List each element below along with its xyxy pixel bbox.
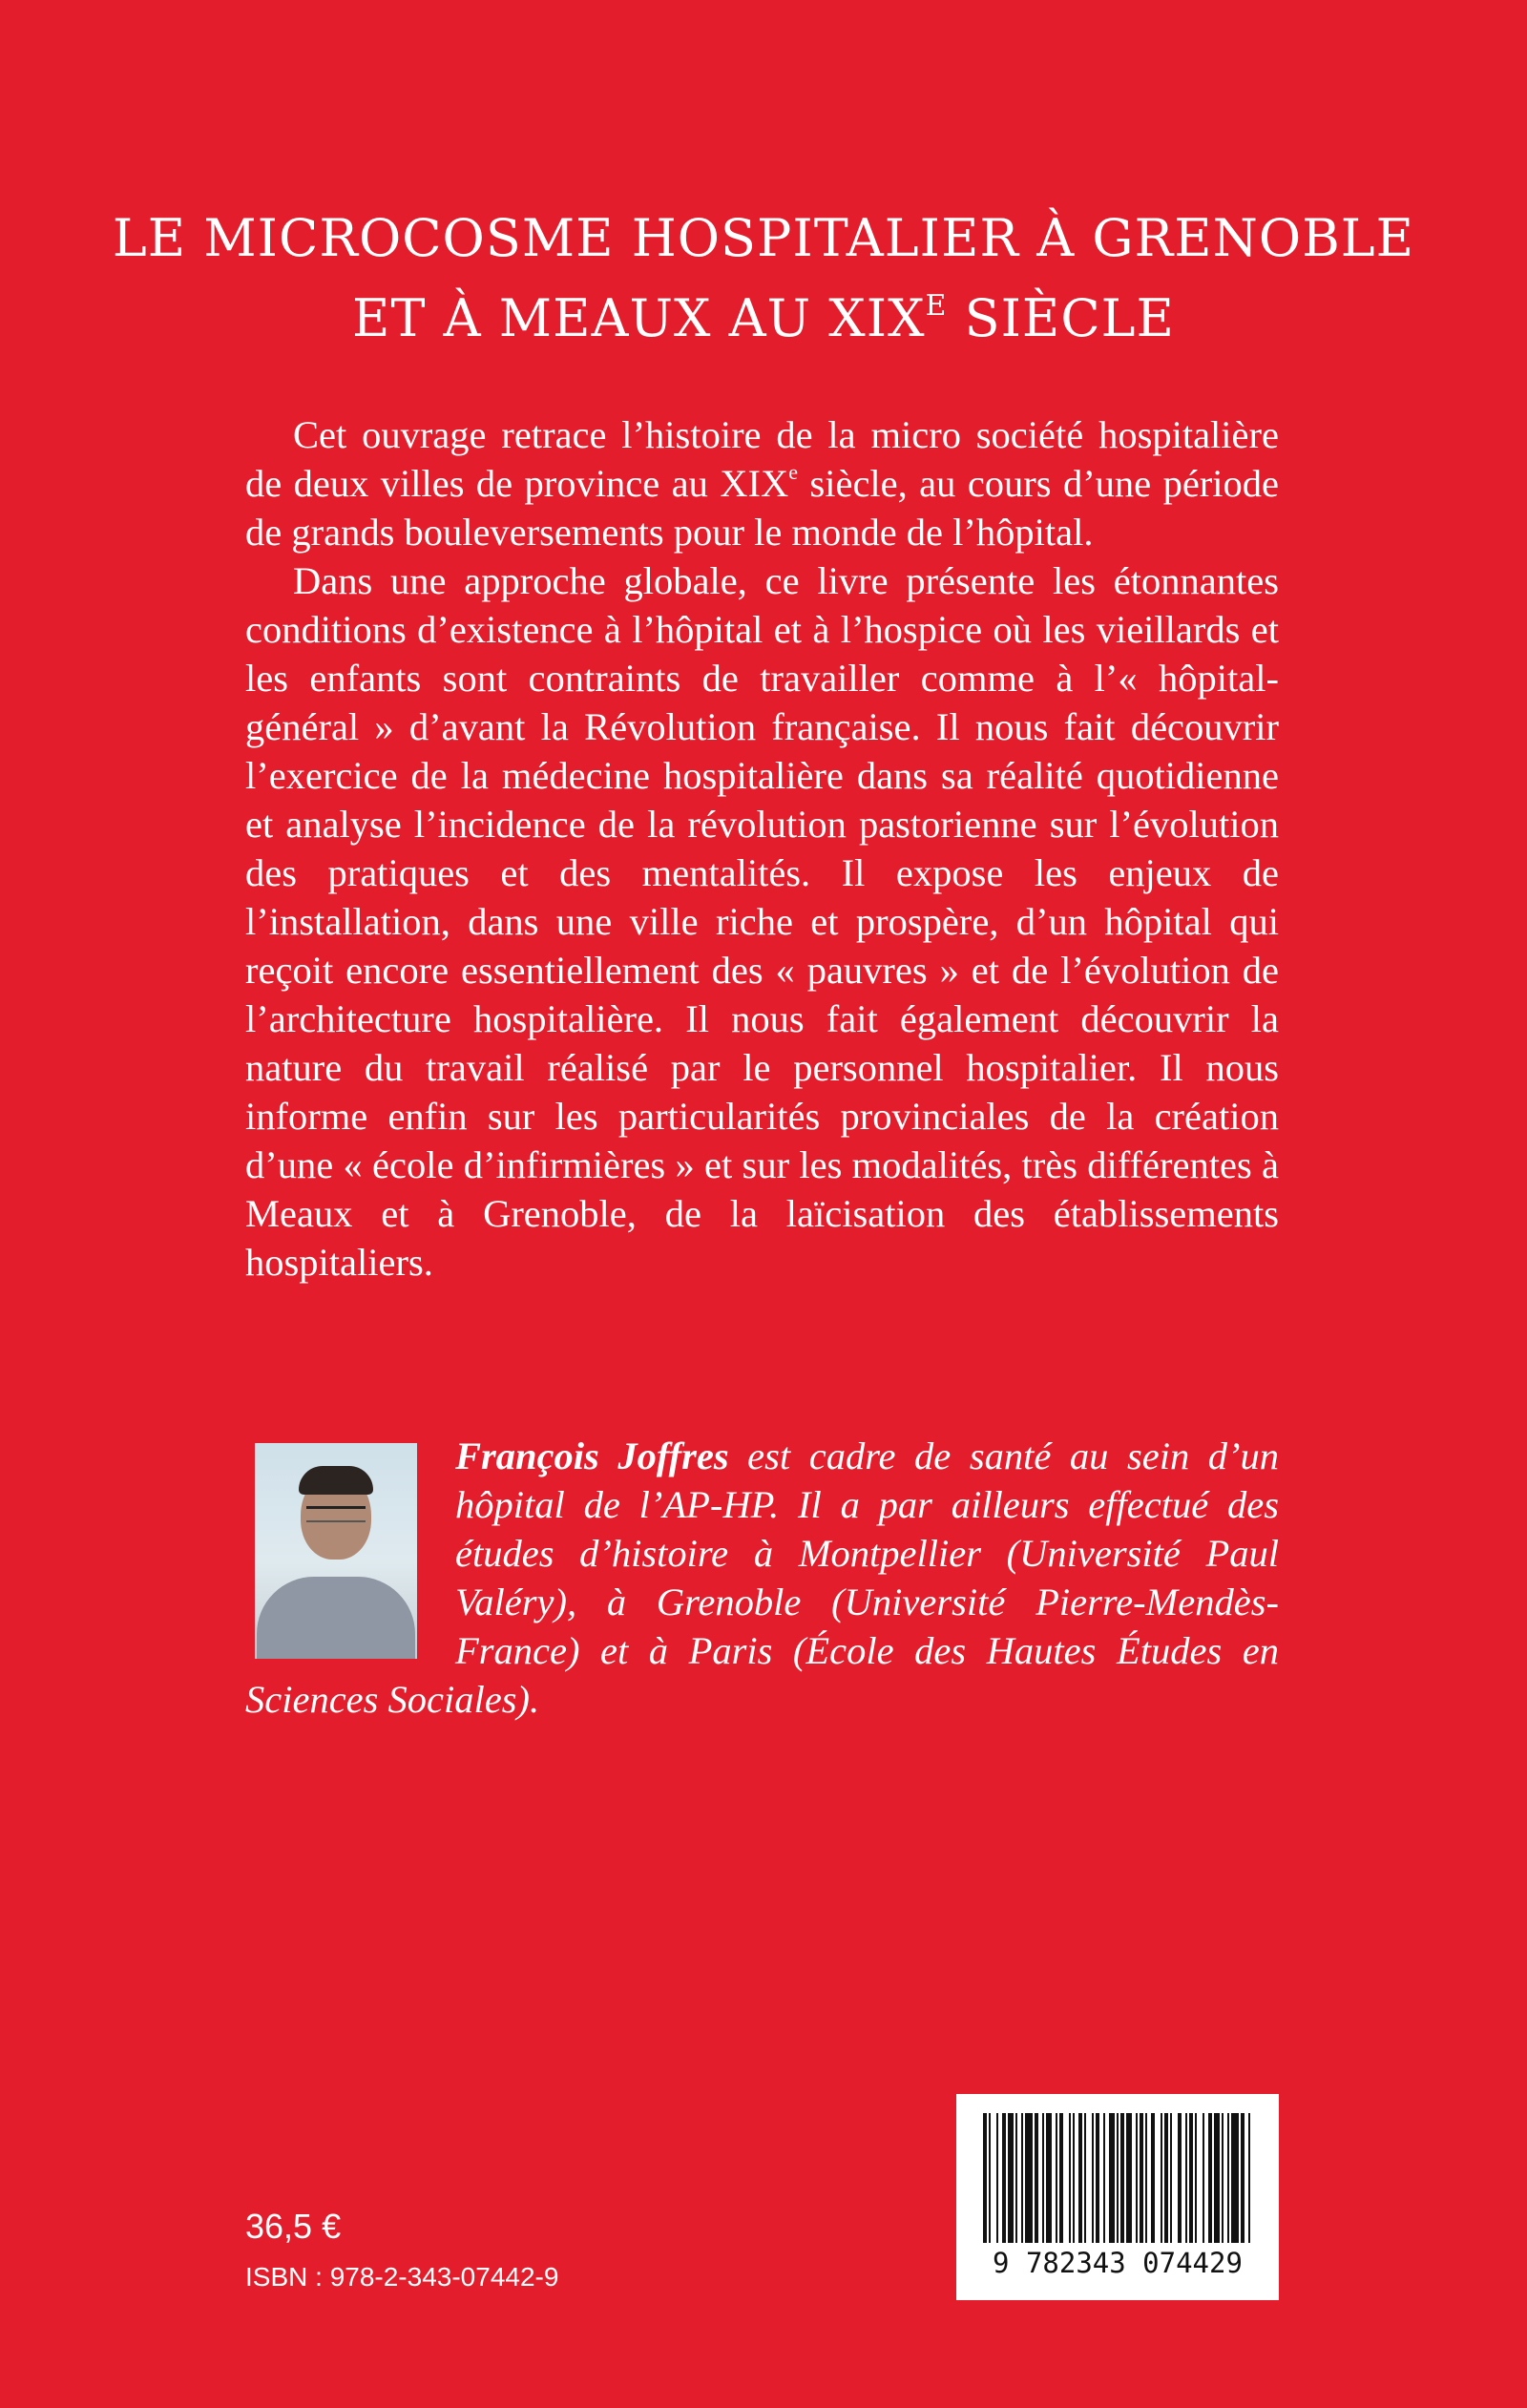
- barcode-bar: [1073, 2113, 1075, 2243]
- barcode-bar: [1145, 2113, 1147, 2243]
- barcode-bar: [1248, 2113, 1250, 2243]
- title-line-2-superscript: E: [925, 289, 948, 323]
- barcode-bar: [996, 2113, 998, 2243]
- barcode-bar: [1035, 2113, 1038, 2243]
- summary-p1-superscript: e: [788, 460, 799, 484]
- summary-paragraph-2: Dans une approche globale, ce livre présente les étonnantes conditions d’existence à l’hôpital et à l’hospice où les vieillards et les enfants sont contraints de travailler comme à l’« hôpital-général » d’avant la Révolution française. Il nous fait découvrir l’exercice de la médecine hospitalière dans sa réalité quotidienne et analyse l’incidence de la révolution pastorienne sur l’évolution des pratiques et des mentalités. Il expose les enjeux de l’installation, dans une ville riche et prospère, d’un hôpital qui reçoit encore essentiellement des « pauvres » et de l’évolution de l’architecture hospitalière. Il nous fait également découvrir la nature du travail réalisé par le personnel hospitalier. Il nous informe enfin sur les particularités provinciales de la création d’une « école d’infirmières » et sur les modalités, très différentes à Meaux et à Grenoble, de la laïcisation des établissements hospitaliers.: [245, 559, 1279, 1284]
- isbn: ISBN : 978-2-343-07442-9: [245, 2262, 559, 2292]
- barcode-bar: [1059, 2113, 1063, 2243]
- barcode-bar: [1178, 2113, 1182, 2243]
- barcode-bar: [1078, 2113, 1082, 2243]
- barcode-bar: [1189, 2113, 1193, 2243]
- book-title: [76, 199, 1451, 359]
- author-photo-shoulders: [257, 1577, 415, 1659]
- barcode-bar: [1002, 2113, 1006, 2243]
- barcode-bar: [1084, 2113, 1086, 2243]
- barcode-bar: [1203, 2113, 1204, 2243]
- barcode-bar: [1103, 2113, 1105, 2243]
- barcode-bar: [1164, 2113, 1168, 2243]
- summary-paragraph-1: [245, 410, 1279, 556]
- barcode-bars: [977, 2113, 1258, 2247]
- barcode-bar: [1222, 2113, 1224, 2243]
- title-line-2: [76, 279, 1451, 359]
- barcode-digits: 9 782343 074429: [993, 2247, 1243, 2279]
- barcode-bar: [1185, 2113, 1187, 2243]
- author-bio: [245, 1432, 1279, 1724]
- price: 36,5 €: [245, 2207, 342, 2246]
- barcode-bar: [1046, 2113, 1052, 2243]
- title-line-2-prefix: ET À MEAUX AU XIX: [352, 288, 926, 348]
- barcode-bar: [1025, 2113, 1033, 2243]
- barcode-bar: [1092, 2113, 1094, 2243]
- barcode-bar: [989, 2113, 991, 2243]
- barcode-bar: [1241, 2113, 1245, 2243]
- summary-p1-part-b: siècle, au cours d’une période de grands bouleversements pour le monde de l’hôpital.: [245, 462, 1280, 554]
- barcode-bar: [1109, 2113, 1115, 2243]
- barcode-bar: [1170, 2113, 1172, 2243]
- author-bio-text: est cadre de santé au sein d’un hôpital de l’AP-HP. Il a par ailleurs effectué des études d’histoire à Montpellier (Université Paul Valéry), à Grenoble (Université Pierre-Mendès-France) et à Paris (École des Hautes Études en Sciences Sociales).: [245, 1434, 1280, 1721]
- barcode-bar: [1056, 2113, 1057, 2243]
- barcode-bar: [1117, 2113, 1119, 2243]
- barcode-bar: [1015, 2113, 1017, 2243]
- author-name: François Joffres: [455, 1434, 729, 1477]
- barcode-bar: [1140, 2113, 1143, 2243]
- summary-text: [245, 410, 1279, 1287]
- title-line-1: LE MICROCOSME HOSPITALIER À GRENOBLE: [112, 208, 1415, 268]
- barcode-bar: [1069, 2113, 1071, 2243]
- barcode-bar: [983, 2113, 987, 2243]
- barcode-bar: [1008, 2113, 1014, 2243]
- barcode-bar: [1231, 2113, 1239, 2243]
- barcode-bar: [1021, 2113, 1023, 2243]
- barcode-bar: [1096, 2113, 1099, 2243]
- barcode-bar: [1120, 2113, 1124, 2243]
- title-line-2-suffix: SIÈCLE: [947, 288, 1175, 348]
- barcode-bar: [1136, 2113, 1138, 2243]
- barcode-bar: [1126, 2113, 1132, 2243]
- barcode: [956, 2094, 1279, 2300]
- barcode-bar: [1214, 2113, 1220, 2243]
- barcode-bar: [1151, 2113, 1155, 2243]
- author-photo: [255, 1443, 417, 1659]
- summary-p1-part-a: Cet ouvrage retrace l’histoire de la micro société hospitalière de deux villes de province au XIX: [245, 413, 1279, 505]
- barcode-bar: [1227, 2113, 1229, 2243]
- barcode-bar: [1195, 2113, 1197, 2243]
- author-photo-glasses: [306, 1506, 366, 1522]
- barcode-bar: [1161, 2113, 1162, 2243]
- author-photo-hair: [299, 1466, 373, 1495]
- barcode-bar: [1042, 2113, 1044, 2243]
- barcode-bar: [1208, 2113, 1212, 2243]
